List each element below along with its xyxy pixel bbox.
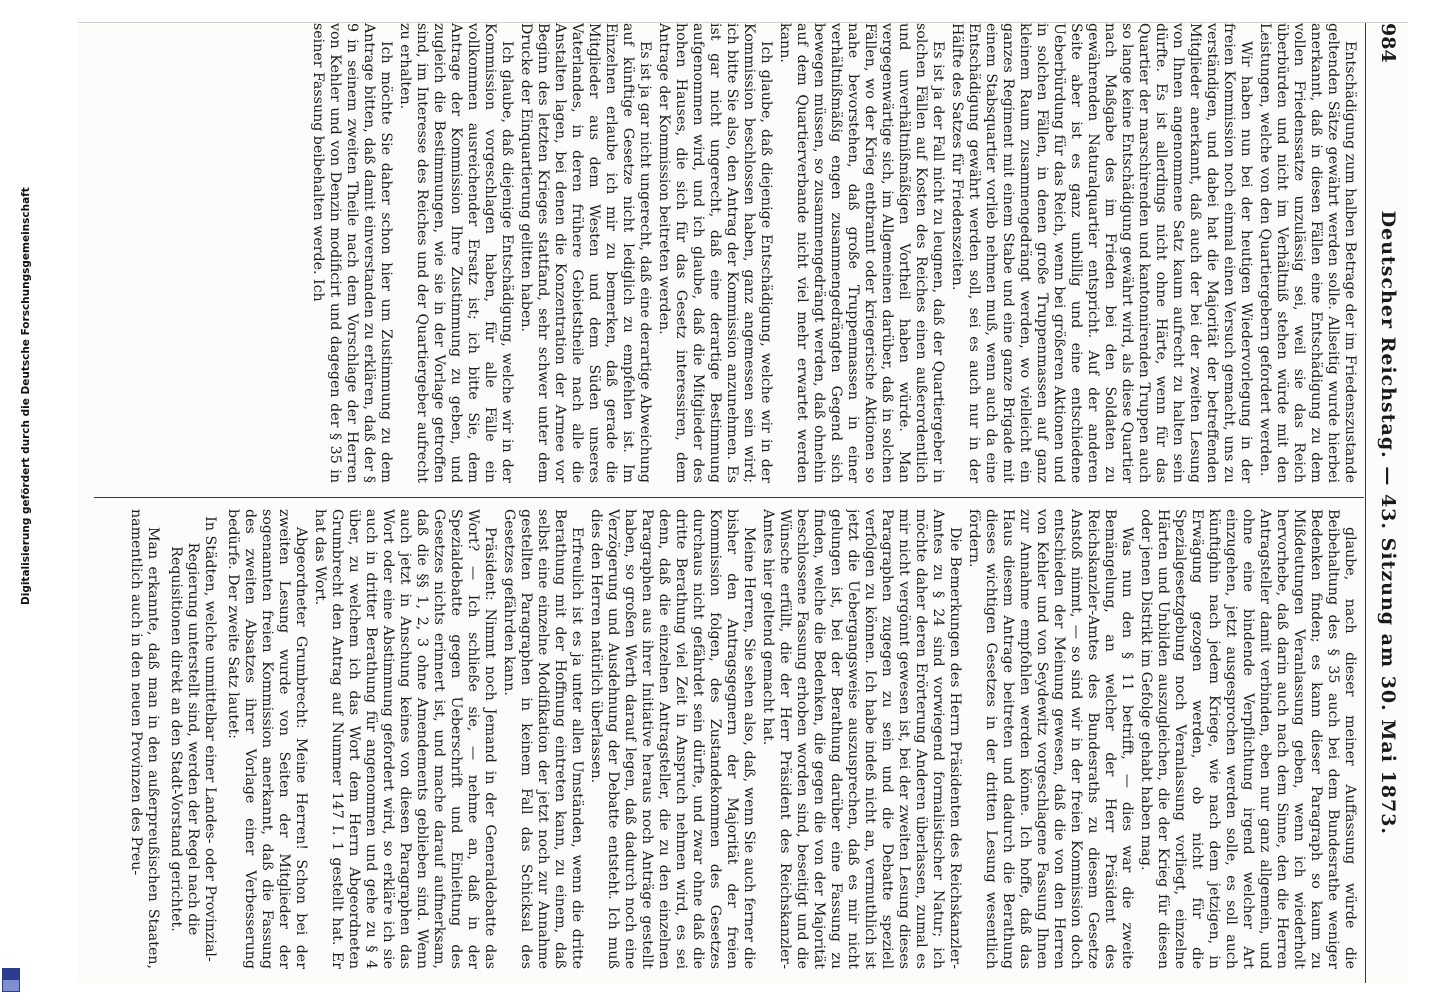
paragraph: Wir haben nun bei der heutigen Wiedervorlegung in der freien Kommission noch einmal einen Versuch gemacht, uns zu verständigen, und dabei hat die Majorität der betreffenden Mitglieder anerkannt, daß auch der bei der zweiten Lesung von Ihnen angenommene Satz kaum aufrecht zu halten sein dürfte. Es ist allerdings nicht ohne Härte, wenn für das Quartier der marschirenden und kantonnirenden Truppen auch so lange keine Entschädigung gewährt wird, als diese Quartier nach Maßgabe des im Frieden bei den Soldaten zu gewährenden Naturalquartier entspricht. Auf der anderen Seite aber ist es ganz unbillig und eine entschiedene Ueberbürdung für das Reich, wenn bei größeren Aktionen und in solchen Fällen, in denen große Truppenmassen auf ganz kleinem Raum zusammengedrängt werden, wo vielleicht ein ganzes Regiment mit einem Stabe und eine ganze Brigade mit einem Stabsquartier vorlieb nehmen muß, wenn auch da eine Entschädigung gewährt werden soll, sei es auch nur in der Hälfte des Satzes für Friedenszeiten. [949, 23, 1254, 483]
paragraph: Es ist ja der Fall nicht zu leugnen, daß der Quartiergeber in solchen Fällen auf Kosten des Reiches einen außerordentlich und unverhältnißmäßigen Vortheil haben würde. Man vergegenwärtige sich, im Allgemeinen darüber, daß in solchen Fällen, wo der Krieg entbrannt oder kriegerische Aktionen so nahe bevorstehen, daß große Truppenmassen in einer verhältnißmäßig engen zusammengedrängten Gegend sich bewegen müssen, so zusammengedrängt werden, daß ohnehin auf dem Quartierverbande nicht viel mehr erwartet werden kann. [777, 23, 946, 483]
paragraph: Präsident: Nimmt noch Jemand in der Generaldebatte das Wort? — Ich schließe sie, — nehme an, daß in der Spezialdebatte gegen Ueberschrift und Einleitung des Gesetzes nichts erinnert ist, und mache darauf aufmerksam, daß die §§ 1, 2, 3 ohne Amendements geblieben sind. Wenn auch jetzt in Anschung keines von diesen Paragraphen das Wort oder eine Abstimmung gefordert wird, so erkläre ich sie auch in dritter Berathung für angenommen und gehe zu § 4 über, zu welchem ich das Wort dem Herrn Abgeordneten Grumbrecht den Antrag auf Nummer 147 I. 1 gestellt hat. Er hat das Wort. [312, 509, 498, 969]
column-divider [94, 497, 1364, 498]
paragraph: Entschädigung zum halben Betrage der im Friedenszustande geltenden Sätze gewährt werden solle. Allseitig wurde hierbei anerkannt, daß in diesen Fällen eine Entschädigung zu dem vollen Friedenssatze unzulässig sei, weil sie das Reich überbürden und nicht im Verhältniß stehen würde mit den Leistungen, welche von den Quartiergebern gefordert werden. [1257, 23, 1358, 483]
paragraph: Meine Herren, Sie sehen also, daß, wenn Sie auch ferner die bisher den Antragsgegnern der Majorität der freien Kommission folgen, des Zustandekommen des Gesetzes durchaus nicht gefährdet sein dürfte, und zwar ohne daß die dritte Berathung viel Zeit in Anspruch nehmen wird, es sei denn, daß die einzelnen Antragsteller, die zu den einzelnen Paragraphen aus ihrer Initiative heraus noch Anträge gestellt haben, so großen Werth darauf legen, daß dadurch noch eine Verzögerung und Ausdehnung der Debatte entsteht. Ich muß dies den Herren natürlich überlassen. [588, 509, 757, 969]
paragraph: Die Bemerkungen des Herrn Präsidenten des Reichskanzler-Amtes zu § 24 sind vorwiegend formalistischer Natur; ich möchte daher deren Erörterung Anderen überlassen, zumal es mir nicht vergönnt gewesen ist, bei der zweiten Lesung dieses Paragraphen zugegen zu sein und die Debatte speziell verfolgen zu können. Ich habe indeß nicht an, vermuthlich ist jetzt die Uebergangsweise auszusprechen, daß es mir nicht gelungen ist, bei der Berathung darüber eine Fassung zu finden, welche die Bedenken, die gegen die von der Majorität beschlossene Fassung erhoben worden sind, beseitigt und die Wünsche erfüllt, die der Herr Präsident des Reichskanzler-Amtes hier geltend gemacht hat. [760, 509, 963, 969]
quoted-passage: In Städten, welche unmittelbar einer Landes- oder Provinzial-Regierung unterstellt sind, werden der Regel nach die Requisitionen direkt an den Stadt-Vorstand gerichtet. [168, 516, 218, 962]
paragraph: Was nun den § 11 betrifft, — dies war die zweite Bemängelung, an welcher der Herr Präsident des Reichskanzler-Amtes des Bundesraths zu diesem Gesetze Anstoß nimmt, — so sind wir in der freien Kommission doch entschieden der Meinung gewesen, daß die von den Herren von Kehler und von Seydewitz vorgeschlagene Fassung Ihnen zur Annahme empfohlen werden könne. Ich hoffe, daß das Haus diesem Antrage beitreten und dadurch die Berathung dieses wichtigen Gesetzes in der dritten Lesung wesentlich fördern. [966, 509, 1135, 969]
paragraph: Ich glaube, daß diejenige Entschädigung, welche wir in der Kommission vorgeschlagen haben, für alle Fälle ein vollkommen ausreichender Ersatz ist; ich bitte Sie, dem Antrage der Kommission Ihre Zustimmung zu geben, und zugleich die Bestimmungen, wie sie in der Vorlage getroffen sind, im Interesse des Reiches und der Quartiergeber aufrecht zu erhalten. [397, 23, 515, 483]
left-column [93, 23, 1358, 483]
digitization-credit-strip [0, 0, 32, 1000]
paragraph: Es ist ja gar nicht ungerecht, daß eine derartige Abweichung auf künftige Gesetze nicht lediglich zu empfehlen ist. Im Einzelnen erlaube ich mir zu bemerken, daß gerade die Mitglieder aus dem Westen und dem Süden unseres Vaterlandes, in deren frühere Gebietstheile nach alle die Anstalten lagen, bei denen die Konzentration der Armee vor Beginn des letzten Krieges stattfand, sehr schwer unter dem Drucke der Einquartierung gelitten haben. [518, 23, 653, 483]
header-rule [1365, 23, 1366, 983]
page-title: Deutscher Reichstag. — 43. Sitzung am 30. Mai 1873. [1377, 210, 1399, 836]
paragraph: glaube, nach dieser meiner Auffassung würde die Beibehaltung des § 35 auch bei dem Bundesrathe weniger Bedenken finden; es kann dieser Paragraph so kaum zu Mißdeutungen Veranlassung geben, wenn ich wiederholt hervorhebe, daß darin auch nach dem Sinne, den die Herren Antragsteller damit verbinden, eben nur ganz allgemein, und ohne eine bindende Verpflichtung irgend welcher Art einzugehen, jetzt ausgesprochen werden solle, es soll auch künftighin nach jedem Kriege, wie nach dem jetzigen, in Erwägung gezogen werden, ob nicht für die Spezialgesetzgebung noch Veranlassung vorliegt, einzelne Härten und Unbilden auszugleichen, die der Krieg für diesen oder jenen Distrikt im Gefolge gehabt haben mag. [1138, 509, 1358, 969]
page-header [1368, 23, 1408, 983]
paragraph: Man erkannte, daß man in den außerpreußischen Staaten, namentlich auch in den neuen Provinzen des Preu- [128, 509, 161, 969]
page-number: 984 [1377, 23, 1399, 63]
rotated-newspaper-page [78, 22, 1408, 983]
right-column [93, 509, 1358, 969]
paragraph: Abgeordneter Grumbrecht: Meine Herren! Schon bei der zweiten Lesung wurde von Seiten der Mitglieder der sogenannten freien Kommission anerkannt, daß die Fassung des zweiten Absatzes ihrer Vorlage einer Verbesserung bedürfe. Der zweite Satz lautet: [225, 509, 309, 969]
dfg-logo-icon [2, 968, 20, 992]
digitization-credit-text: Digitalisierung gefördert durch die Deutsche Forschungsgemeinschaft [20, 187, 32, 605]
paragraph: Ich möchte Sie daher schon hier um Zustimmung zu dem Antrage bitten, daß damit einverstanden zu erklären, daß der § 9 in seinem zweiten Theile nach dem Vorschlage der Herren von Kehler und von Denzin modificirt und dagegen der § 35 in seiner Fassung beibehalten werde. Ich [310, 23, 394, 483]
paragraph: Erfreulich ist es ja unter allen Umständen, wenn die dritte Berathung mit der Hoffnung eintreten kann, zu einem, daß selbst eine einzelne Modifikation der jetzt noch zur Annahme gestellten Paragraphen in keinem Fall das Schicksal des Gesetzes gefährden kann. [501, 509, 585, 969]
paragraph: Ich glaube, daß diejenige Entschädigung, welche wir in der Kommission beschlossen haben, ganz angemessen sein wird; ich bitte Sie also, den Antrag der Kommission anzunehmen. Es ist gar nicht ungerecht, daß eine derartige Bestimmung aufgenommen wird, und ich glaube, daß die Mitglieder des hohen Hauses, die sich für das Gesetz interessiren, dem Antrage der Kommission beitreten werden. [656, 23, 774, 483]
